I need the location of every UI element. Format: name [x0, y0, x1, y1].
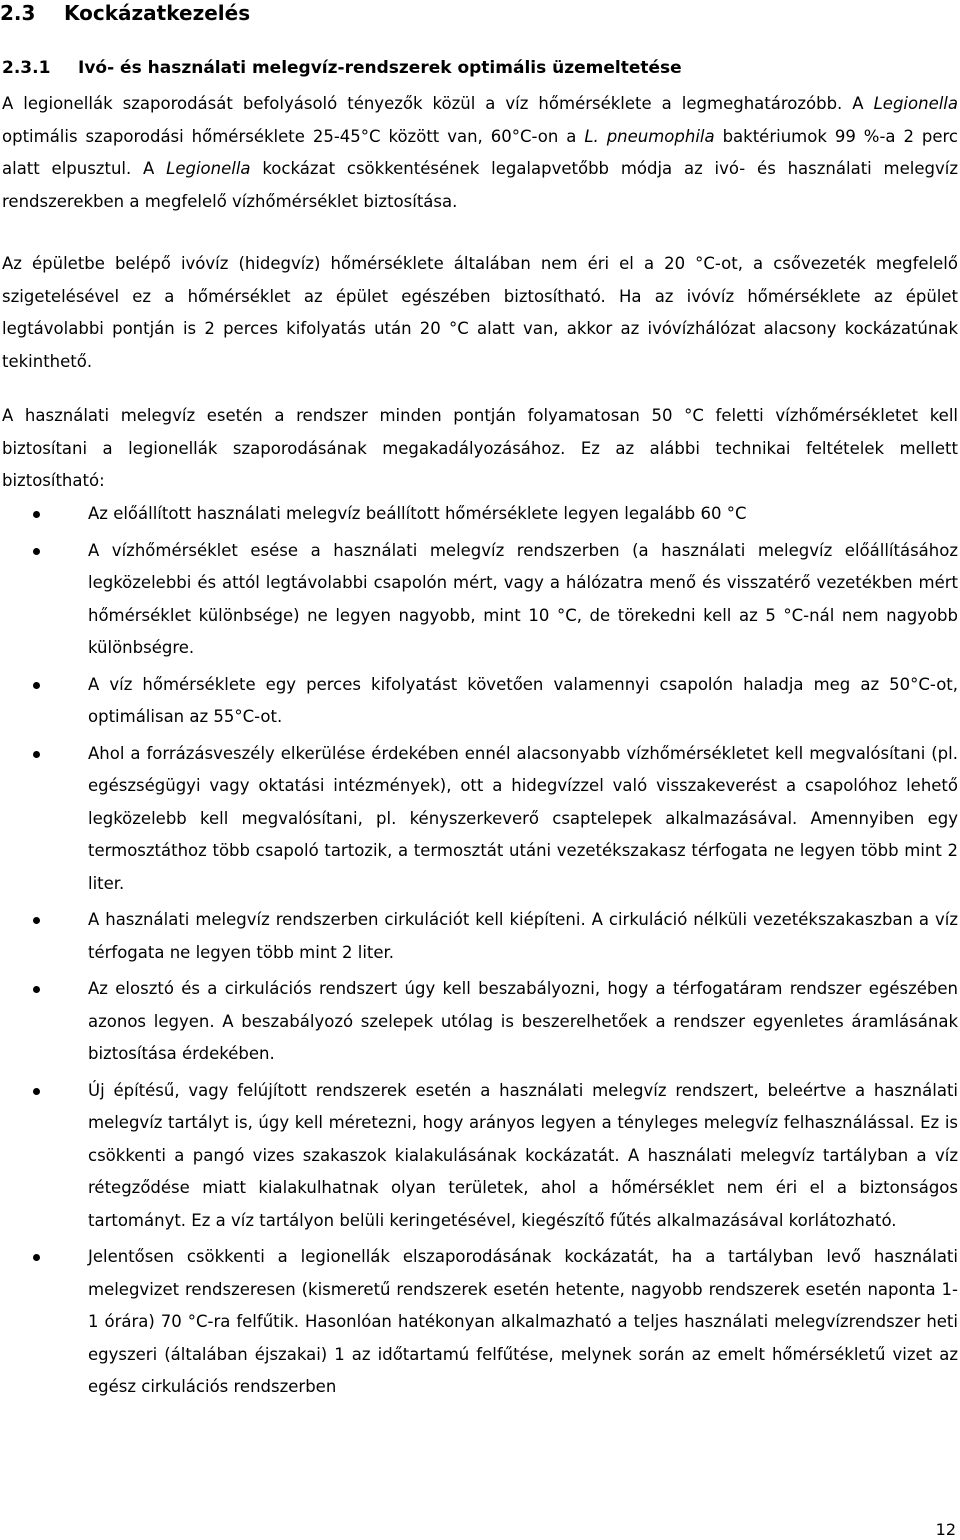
- list-item-text: Jelentősen csökkenti a legionellák elszaporodásának kockázatát, ha a tartályban levő használati melegvizet rendszeresen (kismeretű rendszerek esetén hetente, nagyobb rendszerek esetén naponta 1-1 órára) 70 °C-ra felfűtik. Hasonlóan hatékonyan alkalmazható a teljes használati melegvízrendszer heti egyszeri (általában éjszakai) 1 az időtartamú felfűtése, melynek során az emelt hőmérsékletű vizet az egész cirkulációs rendszerben: [88, 1247, 958, 1396]
- list-item: [0, 904, 960, 969]
- requirements-list: [0, 498, 960, 1408]
- bullet-icon: [33, 548, 40, 555]
- list-item: [0, 498, 960, 531]
- subsection-heading: [2, 56, 682, 80]
- bullet-icon: [33, 1254, 40, 1261]
- bullet-icon: [33, 917, 40, 924]
- list-item: [0, 973, 960, 1071]
- list-item-text: Az előállított használati melegvíz beállított hőmérséklete legyen legalább 60 °C: [88, 504, 747, 523]
- page-number: 12: [935, 1520, 956, 1539]
- list-item: [0, 669, 960, 734]
- para1-italic-1: Legionella: [873, 94, 958, 113]
- list-item-text: Új építésű, vagy felújított rendszerek esetén a használati melegvíz rendszert, beleértve a használati melegvíz tartályt is, úgy kell méretezni, hogy arányos legyen a tényleges melegvíz felhasználással. Ez is csökkenti a pangó vizes szakaszok kialakulásának kockázatát. A használati melegvíz tartályban a víz rétegződése miatt kialakulhatnak olyan területek, ahol a hőmérséklet nem éri el a biztonságos tartományt. Ez a víz tartályon belüli keringetésével, kiegészítő fűtés alkalmazásával korlátozható.: [88, 1080, 958, 1230]
- bullet-icon: [33, 751, 40, 758]
- list-item-text: A víz hőmérséklete egy perces kifolyatást követően valamennyi csapolón haladja meg az 50°C-ot, optimálisan az 55°C-ot.: [88, 674, 958, 726]
- section-heading: [0, 0, 250, 26]
- list-item: [0, 738, 960, 901]
- bullet-icon: [33, 682, 40, 689]
- para1-text-3: baktériumok 99 %-a 2 perc alatt elpusztul. A: [2, 126, 959, 178]
- paragraph-hot-water: A használati melegvíz esetén a rendszer minden pontján folyamatosan 50 °C feletti vízhőmérsékletet kell biztosítani a legionellák szaporodásának megakadályozásához. Ez az alábbi technikai feltételek mellett biztosítható:: [2, 406, 958, 490]
- bullet-icon: [33, 1088, 40, 1095]
- subsection-title: Ivó- és használati melegvíz-rendszerek optimális üzemeltetése: [78, 58, 682, 78]
- list-item: [0, 1075, 960, 1238]
- paragraph-temperature: [2, 88, 958, 218]
- para1-italic-2: L. pneumophila: [584, 126, 715, 146]
- list-item-text: Az elosztó és a cirkulációs rendszert úgy kell beszabályozni, hogy a térfogatáram rendszer egészében azonos legyen. A beszabályozó szelepek utólag is beszerelhetőek a rendszer egyenletes áramlásának biztosítása érdekében.: [88, 979, 958, 1063]
- paragraph-cold-water: Az épületbe belépő ivóvíz (hidegvíz) hőmérséklete általában nem éri el a 20 °C-ot, a csővezeték megfelelő szigetelésével ez a hőmérséklet az épület egészében biztosítható. Ha az ivóvíz hőmérséklete az épület legtávolabbi pontján is 2 perces kifolyatás után 20 °C alatt van, akkor az ivóvízhálózat alacsony kockázatúnak tekinthető.: [2, 254, 958, 371]
- para1-text-2: optimális szaporodási hőmérséklete 25-45°C között van, 60°C-on a: [2, 126, 585, 146]
- para1-text-1: A legionellák szaporodását befolyásoló tényezők közül a víz hőmérséklete a legmeghatározóbb. A: [2, 94, 874, 113]
- list-item: [0, 1241, 960, 1404]
- bullet-icon: [33, 986, 40, 993]
- list-item-text: A vízhőmérséklet esése a használati melegvíz rendszerben (a használati melegvíz előállításához legközelebbi és attól legtávolabbi csapolón mért, vagy a hálózatra menő és visszatérő vezetékben mért hőmérséklet különbsége) ne legyen nagyobb, mint 10 °C, de törekedni kell az 5 °C-nál nem nagyobb különbségre.: [88, 540, 958, 657]
- subsection-number: 2.3.1: [2, 58, 51, 78]
- list-item-text: A használati melegvíz rendszerben cirkulációt kell kiépíteni. A cirkuláció nélküli vezetékszakaszban a víz térfogata ne legyen több mint 2 liter.: [88, 910, 958, 962]
- list-item: [0, 535, 960, 665]
- list-item-text: Ahol a forrázásveszély elkerülése érdekében ennél alacsonyabb vízhőmérsékletet kell megvalósítani (pl. egészségügyi vagy oktatási intézmények), ott a hidegvízzel való visszakeverést a csapolóhoz lehető legközelebb kell megvalósítani, pl. kényszerkeverő csaptelepek alkalmazásával. Amennyiben egy termosztáthoz több csapoló tartozik, a termosztát utáni vezetékszakasz térfogata ne legyen több mint 2 liter.: [88, 743, 958, 893]
- section-title: Kockázatkezelés: [64, 1, 251, 25]
- para1-text-4: kockázat csökkentésének legalapvetőbb módja az ivó- és használati melegvíz rendszerekben a megfelelő vízhőmérséklet biztosítása.: [2, 159, 958, 211]
- section-number: 2.3: [0, 1, 36, 25]
- bullet-icon: [33, 511, 40, 518]
- para1-italic-3: Legionella: [166, 159, 251, 178]
